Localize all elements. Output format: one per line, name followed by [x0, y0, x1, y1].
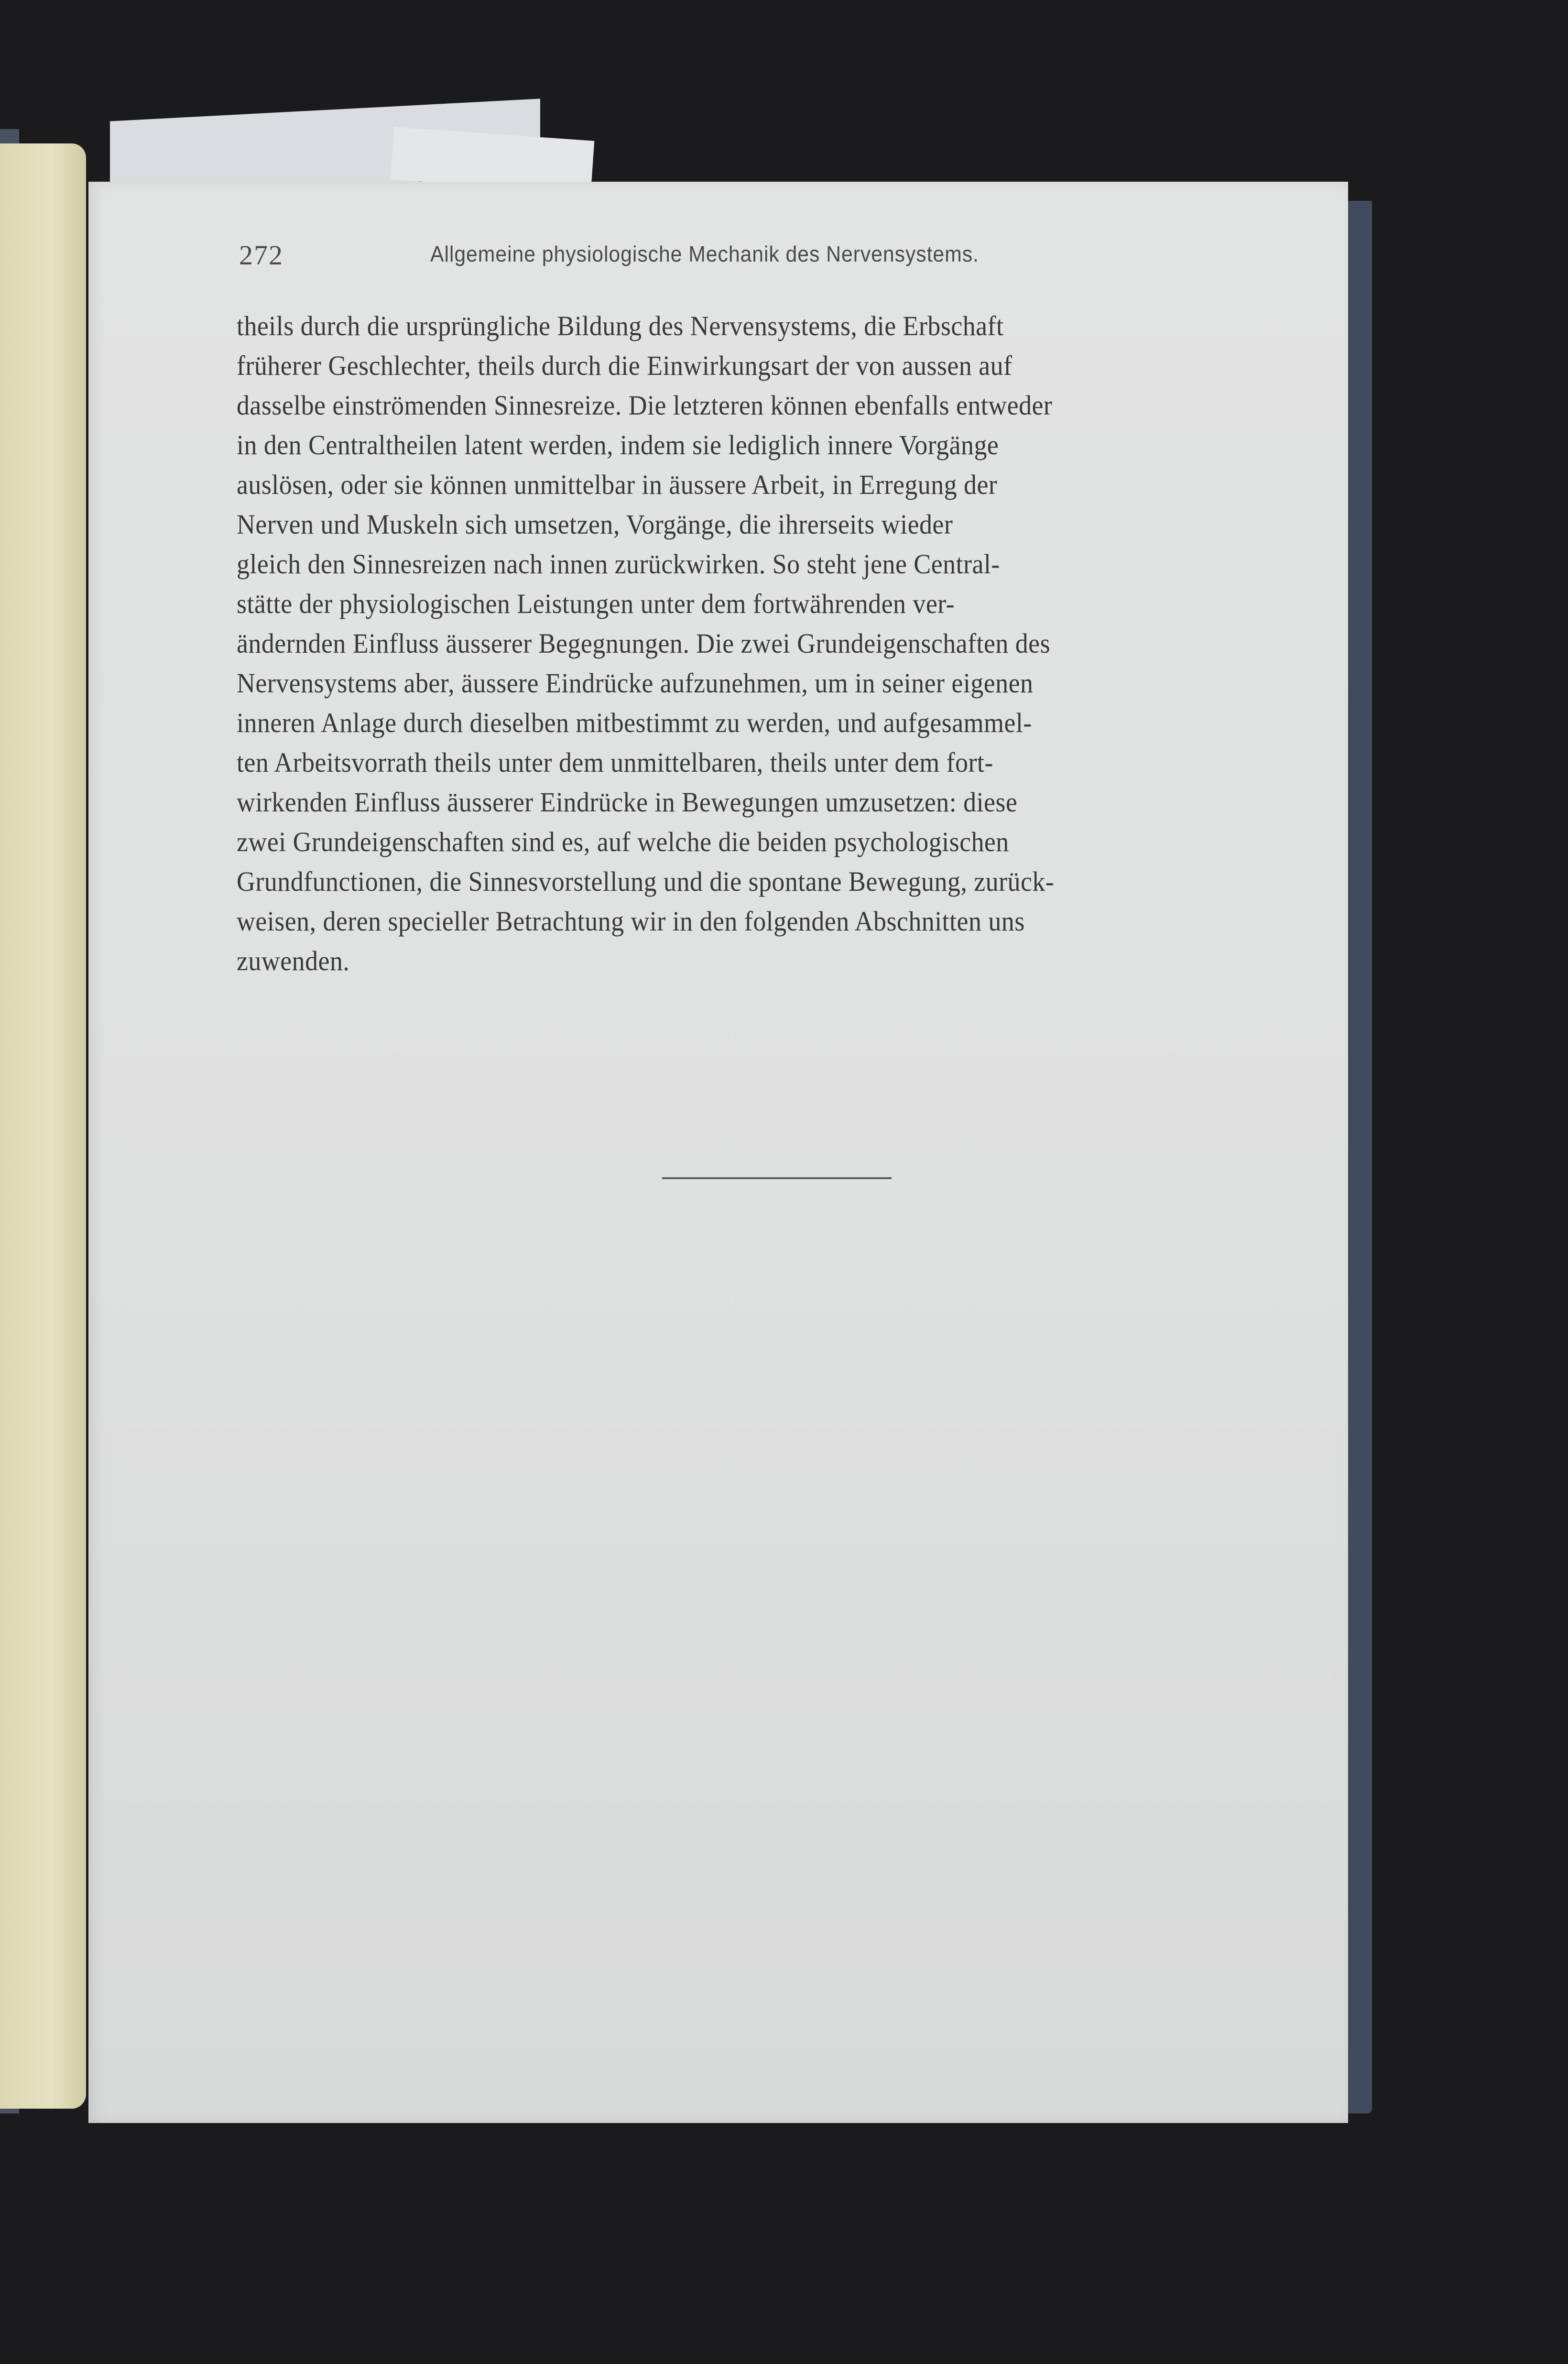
text-line: Grundfunctionen, die Sinnesvorstellung und die spontane Bewegung, zurück-: [237, 866, 1055, 897]
text-line: wirkenden Einfluss äusserer Eindrücke in Bewegungen umzusetzen: diese: [237, 787, 1018, 818]
text-line: früherer Geschlechter, theils durch die Einwirkungsart der von aussen auf: [237, 350, 1013, 381]
text-line: Nerven und Muskeln sich umsetzen, Vorgänge, die ihrerseits wieder: [237, 509, 953, 540]
text-line: zuwenden.: [237, 945, 350, 976]
text-line: gleich den Sinnesreizen nach innen zurückwirken. So steht jene Central-: [237, 548, 1000, 580]
text-line: dasselbe einströmenden Sinnesreize. Die letzteren können ebenfalls entweder: [237, 390, 1053, 421]
text-line: ten Arbeitsvorrath theils unter dem unmittelbaren, theils unter dem fort-: [237, 747, 993, 778]
text-line: in den Centraltheilen latent werden, indem sie lediglich innere Vorgänge: [237, 429, 999, 460]
running-title: Allgemeine physiologische Mechanik des Nervensystems.: [430, 241, 979, 266]
text-line: zwei Grundeigenschaften sind es, auf welche die beiden psychologischen: [237, 826, 1009, 857]
section-end-rule: [662, 1177, 892, 1179]
text-line: theils durch die ursprüngliche Bildung des Nervensystems, die Erbschaft: [237, 310, 1004, 341]
text-line: stätte der physiologischen Leistungen unter dem fortwährenden ver-: [237, 588, 955, 619]
text-line: auslösen, oder sie können unmittelbar in äussere Arbeit, in Erregung der: [237, 469, 998, 500]
page-number: 272: [239, 240, 283, 271]
text-line: Nervensystems aber, äussere Eindrücke aufzunehmen, um in seiner eigenen: [237, 668, 1034, 699]
text-line: inneren Anlage durch dieselben mitbestimmt zu werden, und aufgesammel-: [237, 707, 1032, 738]
body-text: [237, 306, 1288, 981]
page-header: [239, 239, 1166, 273]
text-line: weisen, deren specieller Betrachtung wir in den folgenden Abschnitten uns: [237, 906, 1025, 937]
facing-page-edge: [0, 143, 86, 2109]
text-line: ändernden Einfluss äusserer Begegnungen. Die zwei Grundeigenschaften des: [237, 628, 1051, 659]
